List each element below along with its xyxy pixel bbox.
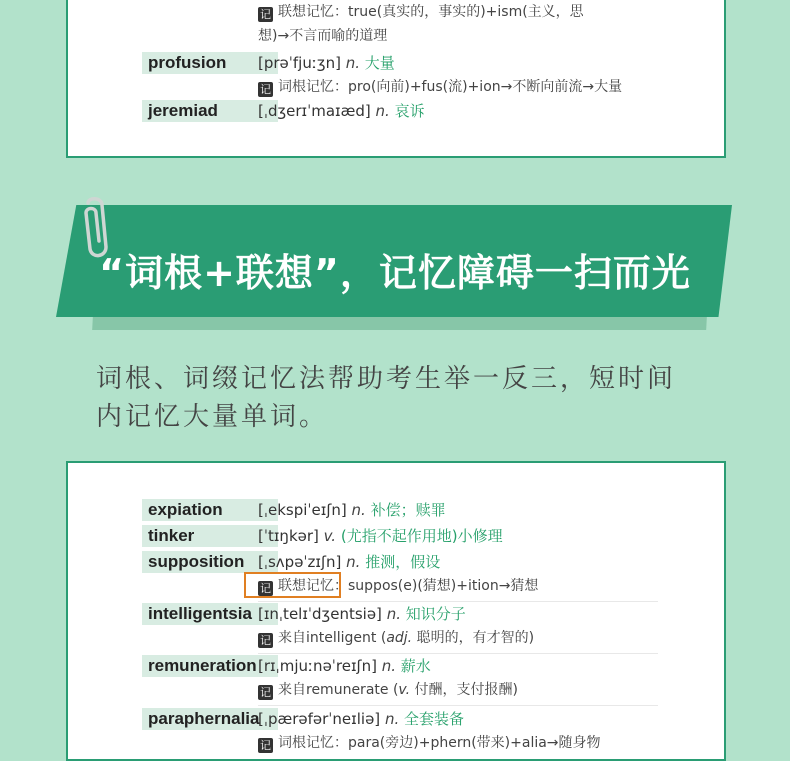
intro-line-1: 词根、词缀记忆法帮助考生举一反三，短时间 <box>96 364 677 394</box>
word-intelligentsia: intelligentsia <box>142 603 278 625</box>
note-supposition: 记 联想记忆：suppos(e)(猜想)+ition→猜想 <box>260 578 539 595</box>
word-paraphernalia: paraphernalia <box>142 708 278 730</box>
def-remuneration: [rɪˌmjuːnəˈreɪʃn] n. 薪水 <box>258 657 431 675</box>
memory-icon: 记 <box>260 634 271 647</box>
memory-icon: 记 <box>260 83 271 96</box>
note-profusion: 记 词根记忆：pro(向前)+fus(流)+ion→不断向前流→大量 <box>260 79 623 96</box>
def-intelligentsia: [ɪnˌtelɪˈdʒentsiə] n. 知识分子 <box>258 605 466 623</box>
word-tinker: tinker <box>142 525 278 547</box>
def-expiation: [ˌekspiˈeɪʃn] n. 补偿；赎罪 <box>258 501 446 519</box>
word-expiation: expiation <box>142 499 278 521</box>
def-paraphernalia: [ˌpærəfərˈneɪliə] n. 全套装备 <box>258 710 465 728</box>
truism-note-cont: 想)→不言而喻的道理 <box>258 28 388 44</box>
highlight-box <box>244 572 341 598</box>
def-supposition: [ˌsʌpəˈzɪʃn] n. 推测，假设 <box>258 553 441 571</box>
intro-line-2: 内记忆大量单词。 <box>96 402 329 432</box>
divider <box>258 705 658 706</box>
truism-note: 记 联想记忆：true(真实的，事实的)+ism(主义，思 <box>260 4 584 21</box>
word-remuneration: remuneration <box>142 655 278 677</box>
note-remuneration: 记 来自remunerate (v. 付酬，支付报酬) <box>260 682 518 699</box>
word-card-top <box>66 0 726 158</box>
def-tinker: [ˈtɪŋkər] v. (尤指不起作用地)小修理 <box>258 527 503 545</box>
word-card-bottom <box>66 461 726 761</box>
note-intelligentsia: 记 来自intelligent (adj. 聪明的，有才智的) <box>260 630 535 647</box>
def-profusion: [prəˈfjuːʒn] n. 大量 <box>258 54 395 72</box>
memory-icon: 记 <box>260 8 271 21</box>
word-supposition: supposition <box>142 551 278 573</box>
def-jeremiad: [ˌdʒerɪˈmaɪæd] n. 哀诉 <box>258 102 425 120</box>
memory-icon: 记 <box>260 686 271 699</box>
memory-icon: 记 <box>260 582 271 595</box>
word-jeremiad: jeremiad <box>142 100 278 122</box>
memory-icon: 记 <box>260 739 271 752</box>
banner-title: “词根+联想”，记忆障碍一扫而光 <box>99 251 691 295</box>
note-paraphernalia: 记 词根记忆：para(旁边)+phern(带来)+alia→随身物 <box>260 735 601 752</box>
word-profusion: profusion <box>142 52 278 74</box>
intro-text <box>96 360 706 436</box>
